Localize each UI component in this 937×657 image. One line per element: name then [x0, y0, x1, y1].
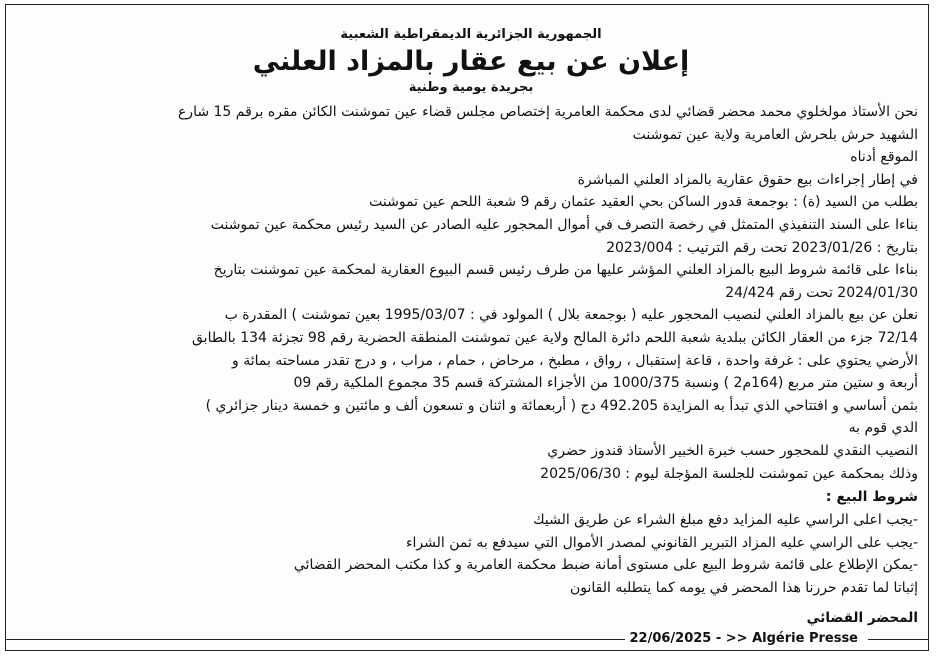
body-line: بناءا على السند التنفيذي المتمثل في رخصة التصرف في أموال المحجور عليه الصادر عن السيد رئيس محكمة عين تموشنت — [210, 216, 918, 233]
source-footer — [6, 630, 928, 650]
condition-item: -يمكن الإطلاع على قائمة شروط البيع على مستوى أمانة ضبط محكمة العامرية و كذا مكتب المحضر القضائي — [293, 557, 918, 574]
body-line: أربعة و ستين متر مربع (164م2 ) ونسبة 1000/375 من الأجزاء المشتركة قسم 35 مجموع الملكية رقم 09 — [293, 375, 918, 392]
body-line: الأرضي يحتوي على : غرفة واحدة ، قاعة إستقبال ، رواق ، مطبخ ، مرحاض ، حمام ، مراب ، و درج تقدر مساحته بمائة و — [232, 352, 918, 369]
condition-item: -يجب اعلى الراسي عليه المزايد دفع مبلغ الشراء عن طريق الشيك — [533, 512, 918, 529]
body-line: الدي قوم به — [848, 420, 918, 437]
condition-item: -يجب على الراسي عليه المزاد التبرير القانوني لمصدر الأموال التي سيدفع به ثمن الشراء — [405, 534, 918, 551]
announcement-frame — [5, 4, 929, 651]
closing-statement: إثباتا لما تقدم حررنا هذا المحضر في يومه كما يتطلبه القانون — [569, 579, 918, 596]
newspaper-line: بجريدة يومية وطنية — [408, 80, 534, 95]
body-line: بثمن أساسي و افتتاحي الذي تبدأ به المزايدة 492.205 دج ( أربعمائة و اثنان و تسعون ألف و مائتين و خمسة دينار جزائري ) — [205, 397, 918, 414]
body-line: 72/14 جزء من العقار الكائن ببلدية شعبة اللحم دائرة المالح ولاية عين تموشنت المنطقة الحضرية رقم 98 تجزئة 134 بالطابق — [192, 329, 918, 346]
body-line: بطلب من السيد (ة) : بوجمعة قدور الساكن بحي العقيد عثمان رقم 9 شعبة اللحم عين تموشنت — [369, 194, 918, 211]
body-line: نحن الأستاذ مولخلوي محمد محضر قضائي لدى محكمة العامرية إختصاص مجلس قضاء عين تموشنت الكائن مقره برقم 15 شارع — [177, 104, 918, 120]
body-line: بتاريخ : 2023/01/26 تحت رقم الترتيب : 2023/004 — [606, 239, 918, 256]
body-line: بناءا على قائمة شروط البيع بالمزاد العلني المؤشر عليها من طرف رئيس قسم البيوع العقارية لمحكمة عين تموشنت بتاريخ — [213, 262, 918, 279]
body-line: 2024/01/30 تحت رقم 24/424 — [725, 284, 918, 301]
conditions-heading: شروط البيع : — [825, 489, 918, 506]
source-credit: 22/06/2025 - >> Algérie Presse — [625, 631, 862, 646]
body-line: نعلن عن بيع بالمزاد العلني لنصيب المحجور عليه ( بوجمعة بلال ) المولود في : 1995/03/07 بعين تموشنت ) المقدرة ب — [224, 307, 918, 324]
announcement-body — [24, 101, 918, 485]
body-line: النصيب النقدي للمحجور حسب خبرة الخبير الأستاذ قندوز حضري — [547, 442, 918, 459]
announcement-title: إعلان عن بيع عقار بالمزاد العلني — [252, 46, 690, 77]
footer-rule-right — [868, 639, 928, 640]
republic-header: الجمهورية الجزائرية الديمقراطية الشعبية — [340, 27, 602, 42]
body-line: في إطار إجراءات بيع حقوق عقارية بالمزاد العلني المباشرة — [577, 171, 918, 188]
bailiff-signature: المحضر القضائي — [806, 610, 918, 627]
announcement-document — [24, 27, 918, 631]
body-line: الموقع أدناه — [850, 149, 918, 166]
body-line: وذلك بمحكمة عين تموشنت للجلسة المؤجلة ليوم : 2025/06/30 — [540, 465, 918, 482]
footer-rule — [6, 639, 666, 640]
body-line: الشهيد حرش بلحرش العامرية ولاية عين تموشنت — [632, 126, 918, 143]
conditions-list — [24, 509, 918, 599]
